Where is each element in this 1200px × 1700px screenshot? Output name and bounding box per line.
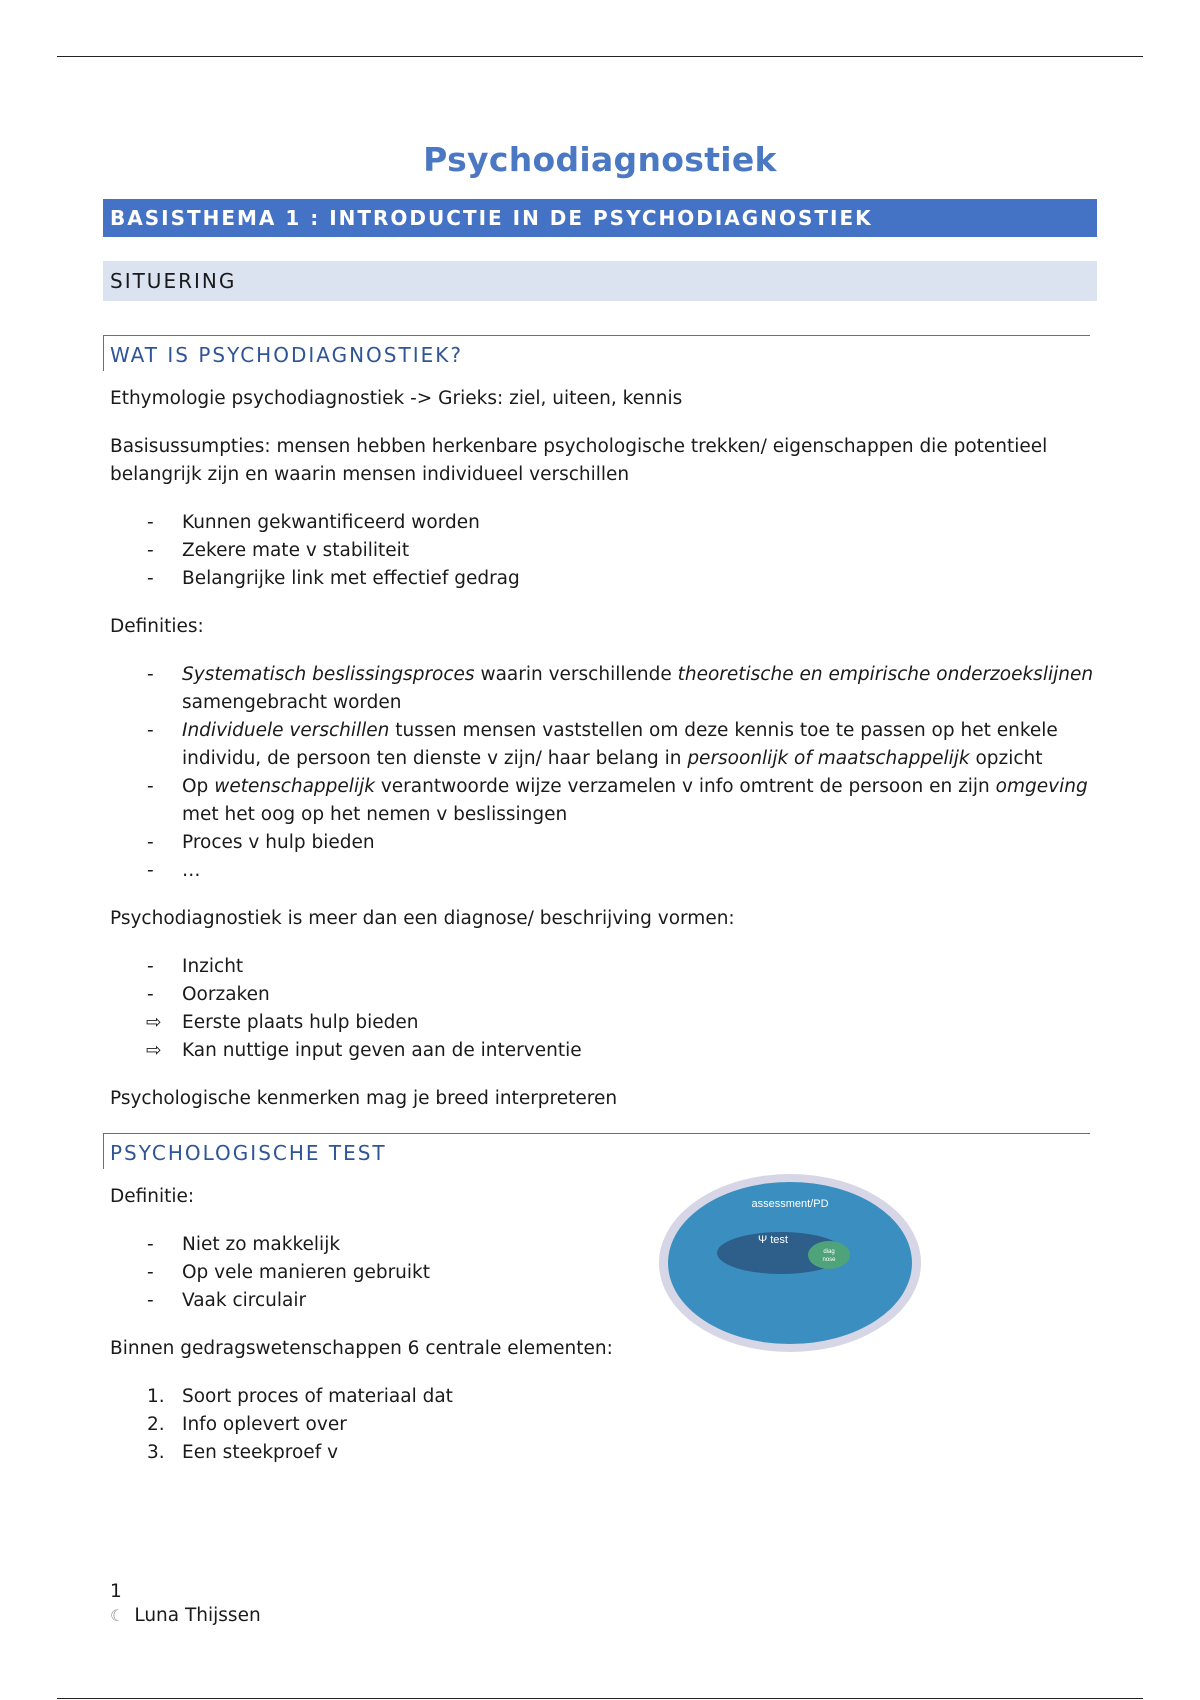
list-item: - Zekere mate v stabiliteit <box>103 537 1097 565</box>
dash-icon: - <box>147 720 154 741</box>
document-title: Psychodiagnostiek <box>423 140 777 179</box>
diagram-outer-label: assessment/PD <box>751 1198 829 1210</box>
more-than-list <box>103 953 1097 1065</box>
definition-label: Definitie: <box>110 1186 195 1207</box>
dash-icon: - <box>147 832 154 853</box>
list-item: - Inzicht <box>103 953 1097 981</box>
dash-icon: - <box>147 512 154 533</box>
page-number: 1 <box>110 1581 122 1602</box>
dash-icon: - <box>147 776 154 797</box>
dash-icon: - <box>147 568 154 589</box>
list-item: - Vaak circulair <box>103 1287 1097 1315</box>
list-item: 2. Info oplevert over <box>147 1414 347 1435</box>
author-name: Luna Thijssen <box>134 1605 261 1626</box>
dash-icon: - <box>147 956 154 977</box>
list-item: ⇨ Eerste plaats hulp bieden <box>103 1009 1097 1037</box>
list-item: - Op wetenschappelijk verantwoorde wijze verzamelen v info omtrent de persoon en zijn omgeving met het oog op het nemen v beslissingen <box>103 773 1097 829</box>
assessment-ellipse-diagram <box>658 1173 922 1353</box>
definitions-label: Definities: <box>110 616 204 637</box>
diagram-inner-label-2: nose <box>822 1257 836 1263</box>
etymology-text: Ethymologie psychodiagnostiek -> Grieks: ziel, uiteen, kennis <box>110 388 683 409</box>
assumption-list <box>103 509 1097 593</box>
dash-icon: - <box>147 664 154 685</box>
list-item: - Individuele verschillen tussen mensen vaststellen om deze kennis toe te passen op het enkele individu, de persoon ten dienste v zijn/ haar belang in persoonlijk of maatschappelijk opzicht <box>103 717 1097 773</box>
arrow-right-icon: ⇨ <box>146 1040 162 1061</box>
interpret-text: Psychologische kenmerken mag je breed interpreteren <box>110 1088 618 1109</box>
psychological-test-section <box>103 1133 1097 1467</box>
diagram-inner-label-1: diag <box>823 1249 835 1255</box>
diagram-inner-ellipse <box>808 1241 850 1269</box>
subsection-heading-wat-is: WAT IS PSYCHODIAGNOSTIEK? <box>103 335 1090 371</box>
bottom-rule <box>57 1698 1143 1699</box>
list-item: - Proces v hulp bieden <box>103 829 1097 857</box>
dash-icon: - <box>147 860 154 881</box>
dash-icon: - <box>147 1234 154 1255</box>
assumptions-text: Basisussumpties: mensen hebben herkenbare psychologische trekken/ eigenschappen die potentieel belangrijk zijn en waarin mensen individueel verschillen <box>110 436 1048 485</box>
dash-icon: - <box>147 984 154 1005</box>
document-page <box>103 140 1097 1487</box>
more-than-text: Psychodiagnostiek is meer dan een diagnose/ beschrijving vormen: <box>110 908 735 929</box>
list-item: 3. Een steekproef v <box>147 1442 339 1463</box>
dash-icon: - <box>147 540 154 561</box>
dash-icon: - <box>147 1262 154 1283</box>
list-item: - Oorzaken <box>103 981 1097 1009</box>
subsection-heading-test: PSYCHOLOGISCHE TEST <box>103 1133 1090 1169</box>
list-item: - … <box>103 857 1097 885</box>
list-item: - Niet zo makkelijk <box>103 1231 1097 1259</box>
elements-intro-text: Binnen gedragswetenschappen 6 centrale elementen: <box>110 1338 613 1359</box>
dash-icon: - <box>147 1290 154 1311</box>
list-item: - Systematisch beslissingsproces waarin verschillende theoretische en empirische onderzoekslijnen samengebracht worden <box>103 661 1097 717</box>
definitions-list <box>103 661 1097 885</box>
top-rule <box>57 56 1143 57</box>
list-item: 1. Soort proces of materiaal dat <box>147 1386 453 1407</box>
arrow-right-icon: ⇨ <box>146 1012 162 1033</box>
elements-list <box>103 1383 1097 1467</box>
test-bullet-list <box>103 1231 1097 1315</box>
chapter-heading: BASISTHEMA 1 : INTRODUCTIE IN DE PSYCHODIAGNOSTIEK <box>103 199 1097 237</box>
page-footer <box>110 1580 261 1628</box>
moon-icon: ☾ <box>110 1606 125 1625</box>
section-heading-situering: SITUERING <box>103 261 1097 301</box>
author-line <box>110 1604 261 1628</box>
list-item: ⇨ Kan nuttige input geven aan de interventie <box>103 1037 1097 1065</box>
list-item: - Op vele manieren gebruikt <box>103 1259 1097 1287</box>
diagram-middle-label: Ψ test <box>758 1234 788 1246</box>
list-item: - Kunnen gekwantificeerd worden <box>103 509 1097 537</box>
list-item: - Belangrijke link met effectief gedrag <box>103 565 1097 593</box>
